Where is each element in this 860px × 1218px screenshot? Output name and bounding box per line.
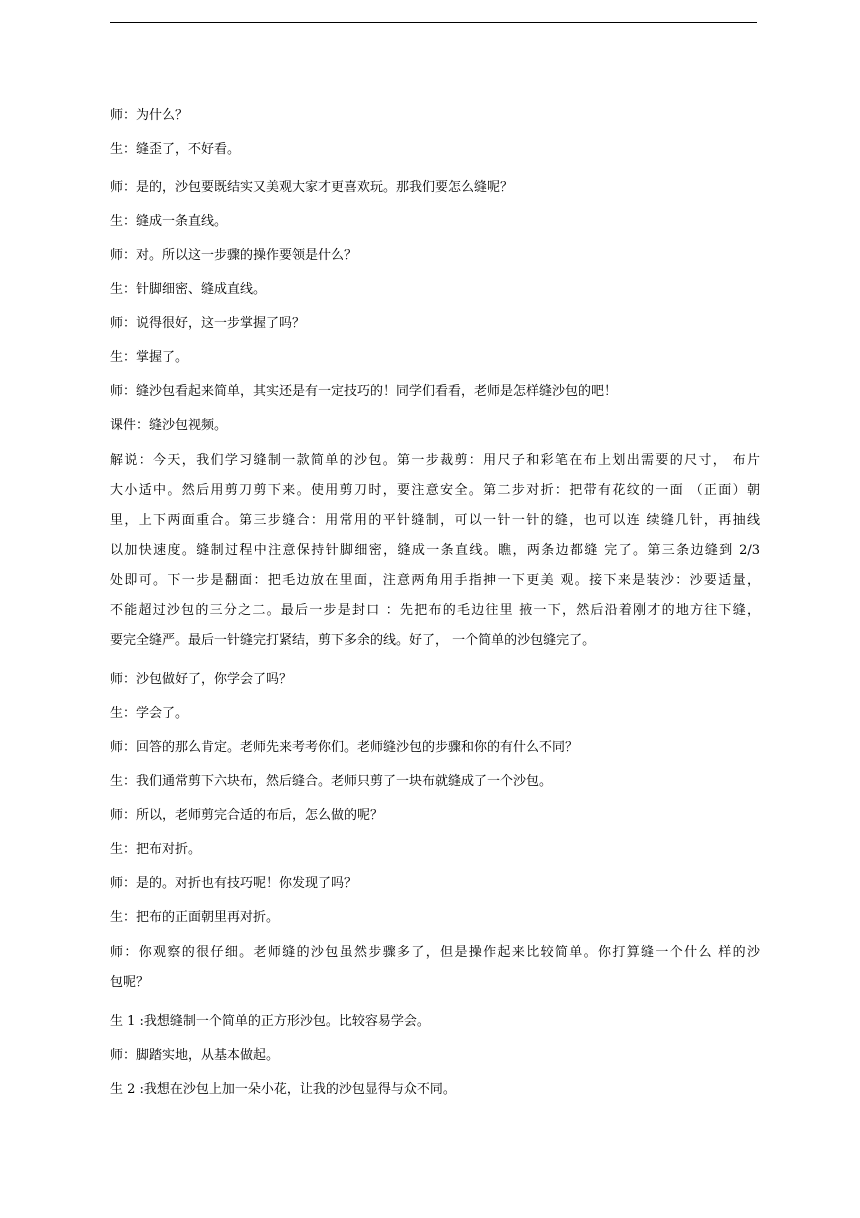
- document-body: [110, 106, 760, 1114]
- dialogue-line: 生：学会了。: [110, 706, 189, 721]
- dialogue-line: 师：对。所以这一步骤的操作要领是什么？: [110, 248, 358, 263]
- narration-line: 解说：今天，我们学习缝制一款简单的沙包。第一步裁剪：用尺子和彩笔在布上划出需要的尺寸， 布片: [110, 453, 760, 468]
- dialogue-line: 师：是的。对折也有技巧呢！你发现了吗？: [110, 876, 358, 891]
- dialogue-line: 课件：缝沙包视频。: [110, 418, 228, 433]
- dialogue-line: 生 2 :我想在沙包上加一朵小花，让我的沙包显得与众不同。: [110, 1082, 456, 1097]
- dialogue-line: 生：缝成一条直线。: [110, 214, 228, 229]
- dialogue-paragraph: [110, 938, 760, 998]
- dialogue-line: 包呢？: [110, 975, 150, 990]
- narration-line: 处即可。下一步是翻面：把毛边放在里面，注意两角用手指抻一下更美 观。接下来是装沙：沙要适量，: [110, 573, 760, 588]
- dialogue-line: 生：把布对折。: [110, 842, 202, 857]
- narration-line: 以加快速度。缝制过程中注意保持针脚细密，缝成一条直线。瞧，两条边都缝 完了。第三条边缝到 2/3: [110, 543, 760, 558]
- dialogue-line: 师：你观察的很仔细。老师缝的沙包虽然步骤多了，但是操作起来比较简单。你打算缝一个什么 样的沙: [110, 945, 760, 960]
- narration-line: 不能超过沙包的三分之二。最后一步是封口 ：先把布的毛边往里 掖一下，然后沿着刚才的地方往下缝，: [110, 603, 760, 618]
- dialogue-line: 师：脚踏实地，从基本做起。: [110, 1048, 280, 1063]
- dialogue-line: 生：缝歪了，不好看。: [110, 142, 241, 157]
- dialogue-line: 师：说得很好，这一步掌握了吗？: [110, 316, 306, 331]
- dialogue-line: 生：把布的正面朝里再对折。: [110, 910, 280, 925]
- dialogue-line: 师：是的，沙包要既结实又美观大家才更喜欢玩。那我们要怎么缝呢？: [110, 180, 514, 195]
- dialogue-line: 师：回答的那么肯定。老师先来考考你们。老师缝沙包的步骤和你的有什么不同？: [110, 740, 579, 755]
- dialogue-line: 师：缝沙包看起来简单，其实还是有一定技巧的！同学们看看，老师是怎样缝沙包的吧！: [110, 384, 618, 399]
- dialogue-line: 生：掌握了。: [110, 350, 189, 365]
- dialogue-line: 师：沙包做好了，你学会了吗？: [110, 672, 293, 687]
- dialogue-line: 生：我们通常剪下六块布，然后缝合。老师只剪了一块布就缝成了一个沙包。: [110, 774, 553, 789]
- dialogue-line: 生：针脚细密、缝成直线。: [110, 282, 267, 297]
- dialogue-line: 师：为什么？: [110, 108, 189, 123]
- dialogue-line: 生 1 :我想缝制一个简单的正方形沙包。比较容易学会。: [110, 1014, 430, 1029]
- narration-paragraph: [110, 446, 760, 656]
- narration-line: 大小适中。然后用剪刀剪下来。使用剪刀时，要注意安全。第二步对折：把带有花纹的一面 （正面）朝: [110, 483, 760, 498]
- dialogue-line: 师：所以，老师剪完合适的布后，怎么做的呢？: [110, 808, 384, 823]
- narration-line: 要完全缝严。最后一针缝完打紧结，剪下多余的线。好了， 一个简单的沙包缝完了。: [110, 633, 596, 648]
- narration-line: 里，上下两面重合。第三步缝合：用常用的平针缝制，可以一针一针的缝，也可以连 续缝几针，再抽线: [110, 513, 760, 528]
- header-rule: [110, 22, 757, 23]
